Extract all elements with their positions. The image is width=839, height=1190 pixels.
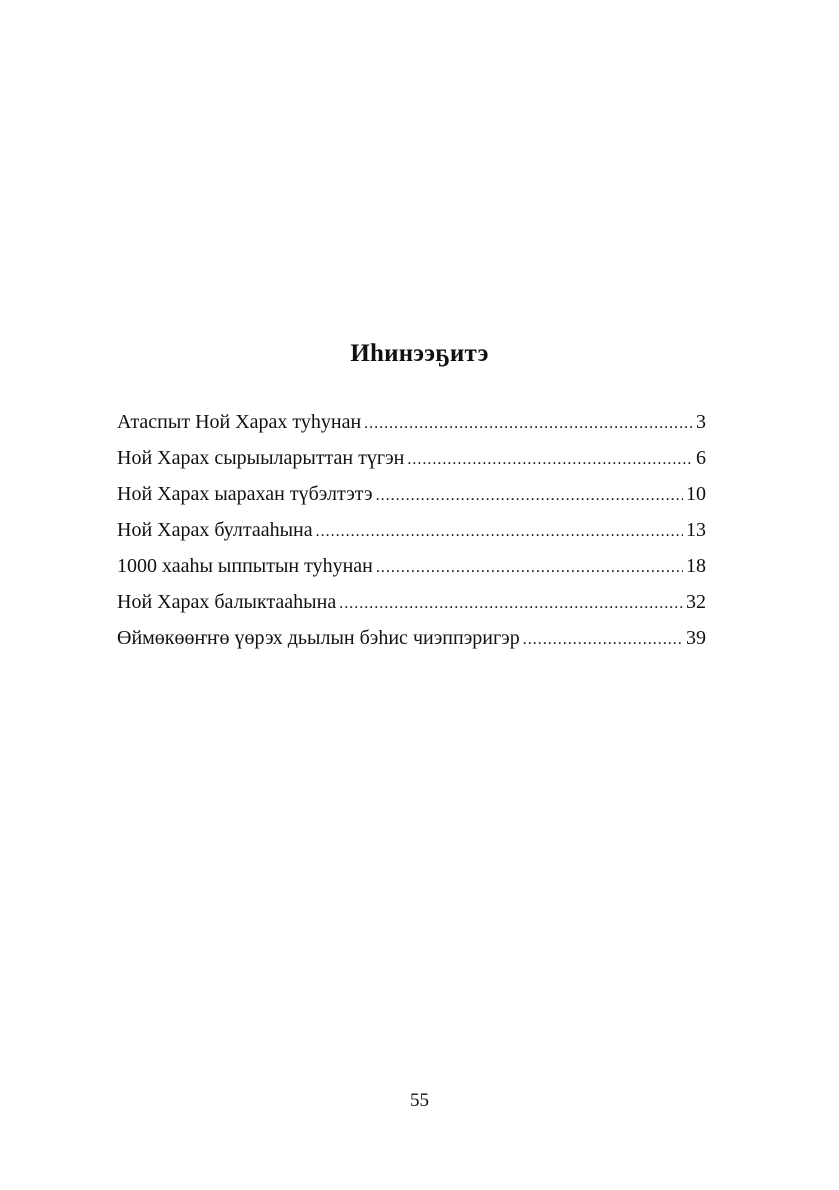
toc-entry <box>117 584 706 620</box>
toc-entry <box>117 440 706 476</box>
toc-entry <box>117 476 706 512</box>
toc-entry <box>117 620 706 656</box>
toc-dot-leader <box>316 514 683 550</box>
toc-entry-text: Атаспыт Ной Харах туһунан <box>117 411 362 433</box>
toc-entry-text: Ной Харах ыарахан түбэлтэтэ <box>117 483 373 505</box>
toc-entry-text: Ной Харах сырыыларыттан түгэн <box>117 447 405 469</box>
toc-title: Иһинээҕитэ <box>350 340 489 367</box>
toc-dot-leader <box>376 478 683 514</box>
toc-dot-leader <box>523 622 683 658</box>
toc-dot-leader <box>376 550 683 586</box>
toc-entry-page: 32 <box>686 591 706 613</box>
toc-entry <box>117 512 706 548</box>
toc-entry-page: 10 <box>686 483 706 505</box>
table-of-contents <box>117 404 706 656</box>
toc-entry-text: 1000 хааһы ыппытын туһунан <box>117 555 373 577</box>
page-number: 55 <box>410 1090 429 1111</box>
toc-entry-text: Ной Харах бултааһына <box>117 519 313 541</box>
toc-entry-page: 39 <box>686 627 706 649</box>
toc-entry-page: 6 <box>696 447 706 469</box>
toc-entry <box>117 404 706 440</box>
toc-entry-text: Ной Харах балыктааһына <box>117 591 337 613</box>
toc-dot-leader <box>407 442 693 478</box>
toc-dot-leader <box>339 586 683 622</box>
toc-dot-leader <box>364 406 693 442</box>
toc-entry-text: Өймөкөөҥҥө үөрэх дьылын бэһис чиэппэригэр <box>117 627 520 649</box>
toc-entry <box>117 548 706 584</box>
toc-entry-page: 18 <box>686 555 706 577</box>
toc-entry-page: 13 <box>686 519 706 541</box>
toc-entry-page: 3 <box>696 411 706 433</box>
